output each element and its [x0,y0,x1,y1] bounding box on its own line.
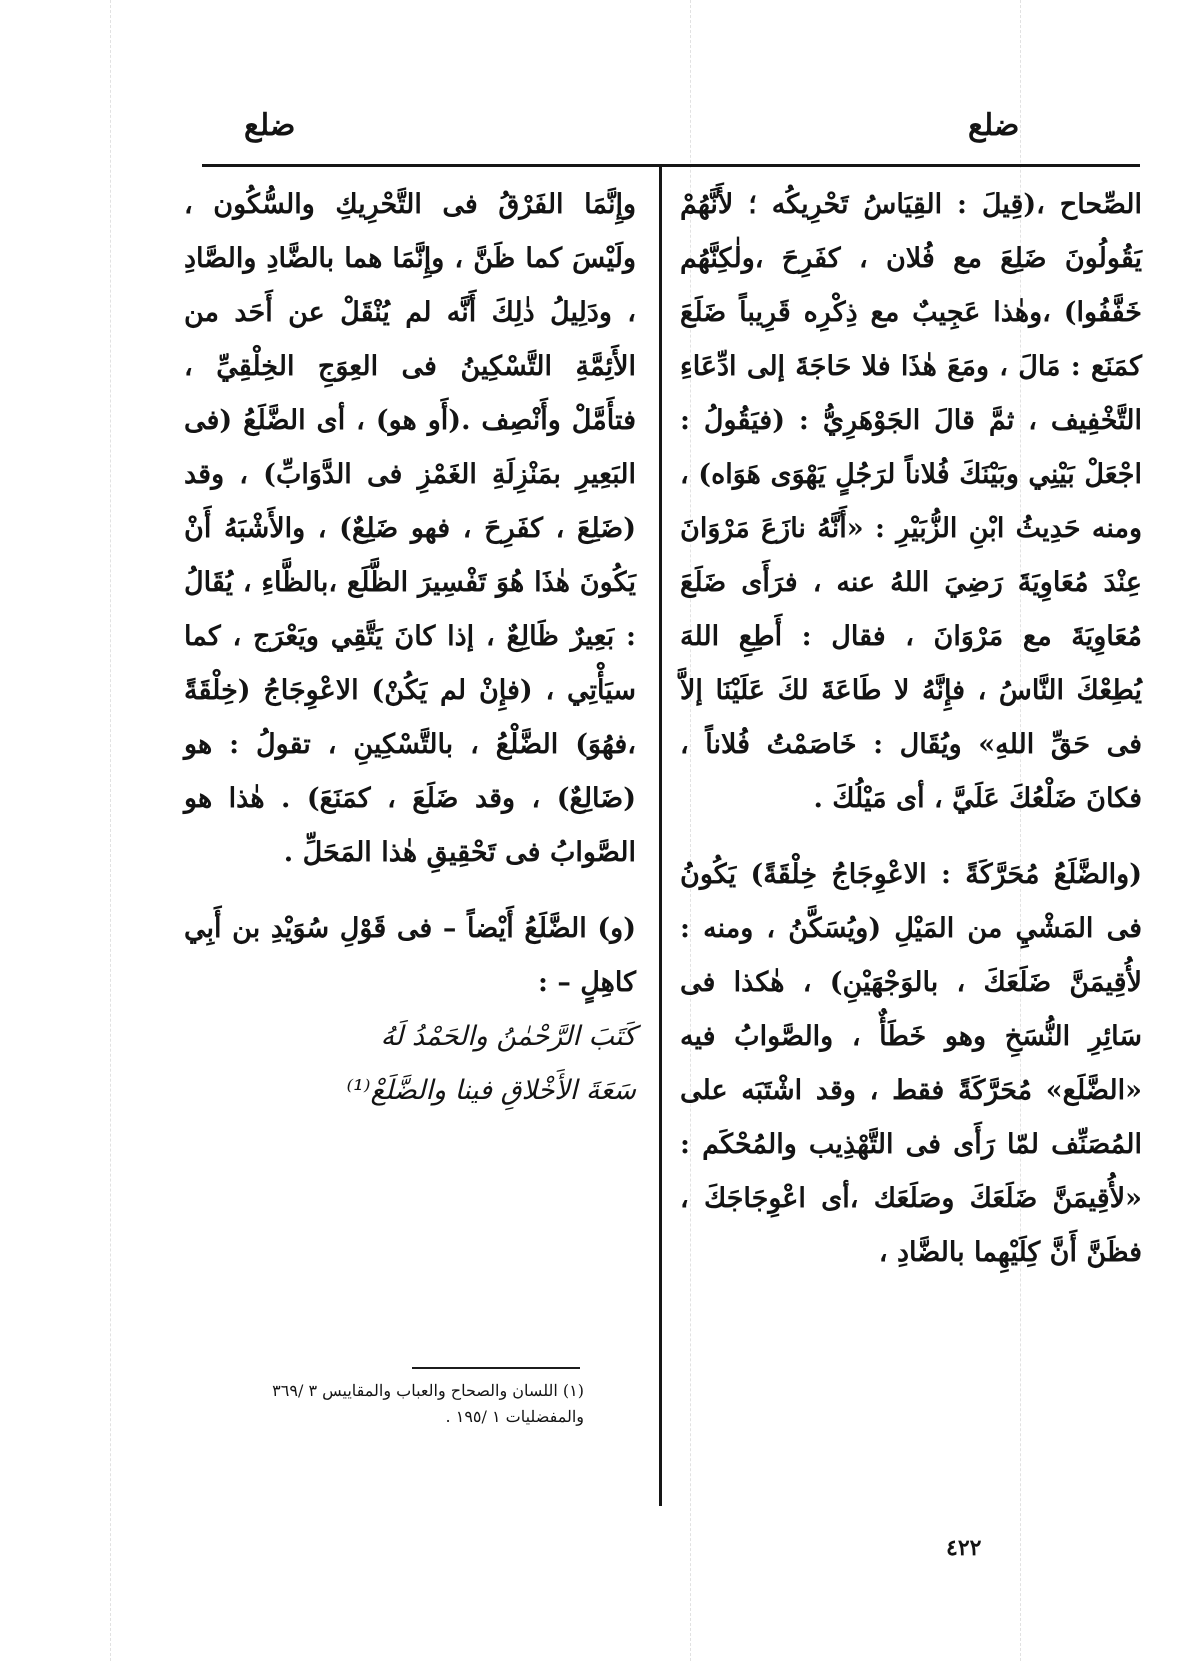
footnote-line-2: والمفضليات ١ /١٩٥ . [445,1407,584,1426]
footnote-rule [412,1367,580,1369]
page-number: ٤٢٢ [946,1535,982,1561]
verse-line-2: سَعَةَ الأَخْلاقِ فينا والضَّلَعْ⁽¹⁾ [346,1075,636,1106]
right-column [680,178,1142,1280]
right-column-paragraph-1: الصِّحاح ،(قِيلَ : القِيَاسُ تَحْرِيكُه ؛ لأَنَّهُمْ يَقُولُونَ ضَلِعَ مع فُلان ، كفَرِحَ ،ولٰكِنَّهُم خَفَّفُوا) ،وهٰذا عَجِيبٌ مع ذِكْرِه قَرِيباً ضَلَعَ كمَنَع : مَالَ ، ومَعَ هٰذَا فلا حَاجَةَ إلى ادِّعَاءِ التَّخْفِيف ، ثمَّ قالَ الجَوْهَرِيُّ : (فيَقُولُ : اجْعَلْ بَيْنِي وبَيْنَكَ فُلاناً لرَجُلٍ يَهْوَى هَوَاه) ، ومنه حَدِيثُ ابْنِ الزُّبَيْرِ : «أَنَّهُ نازَعَ مَرْوَانَ عِنْدَ مُعَاوِيَةَ رَضِيَ اللهُ عنه ، فرَأَى ضَلَعَ مُعَاوِيَةَ مع مَرْوَانَ ، فقال : أَطِعِ اللهَ يُطِعْكَ النَّاسُ ، فإِنَّهُ لا طَاعَةَ لكَ عَلَيْنَا إلاَّ فى حَقِّ اللهِ» ويُقَال : خَاصَمْتُ فُلاناً ، فكانَ ضَلْعُكَ عَلَيَّ ، أى مَيْلُكَ . [680,189,1142,814]
right-column-paragraph-2: (والضَّلَعُ مُحَرَّكَةً : الاعْوِجَاجُ خِلْقَةً) يَكُونُ فى المَشْيِ من المَيْلِ (ويُسَكَّنُ ، ومنه : لأُقِيمَنَّ ضَلَعَكَ ، بالوَجْهَيْنِ) ، هٰكذا فى سَائِرِ النُّسَخِ وهو خَطَأٌ ، والصَّوابُ فيه «الضَّلَع» مُحَرَّكَةً فقط ، وقد اشْتَبَه على المُصَنِّف لمّا رَأَى فى التَّهْذِيب والمُحْكَم : «لأُقِيمَنَّ ضَلَعَكَ وصَلَعَك ،أى اعْوِجَاجَكَ ، فظَنَّ أَنَّ كِلَيْهِما بالضَّادِ ، [680,859,1142,1268]
verse-line-1: كَتَبَ الرَّحْمٰنُ والحَمْدُ لَهُ [380,1021,636,1052]
header-left-word: ضلع [244,108,296,143]
column-divider [659,166,662,1506]
scan-guide-line [110,0,111,1661]
footnote-line-1: (١) اللسان والصحاح والعباب والمقاييس ٣ /٣٦٩ [272,1381,584,1400]
footnote [184,1378,584,1430]
header-right-word: ضلع [968,108,1020,143]
header-rule [202,164,1140,167]
left-column-paragraph-1: وإِنَّمَا الفَرْقُ فى التَّحْرِيكِ والسُّكُون ، ولَيْسَ كما ظَنَّ ، وإِنَّمَا هما بالضَّادِ والصَّادِ ، ودَلِيلُ ذٰلِكَ أَنَّه لم يُنْقَلْ عن أَحَد من الأَئِمَّةِ التَّسْكِينُ فى العِوَجِ الخِلْقِيِّ ، فتأَمَّلْ وأَنْصِف .(أَو هو) ، أى الضَّلَعُ (فى البَعِيرِ بمَنْزِلَةِ الغَمْزِ فى الدَّوَابِّ) ، وقد (ضَلِعَ ، كفَرِحَ ، فهو ضَلِعٌ) ، والأَشْبَهُ أَنْ يَكُونَ هٰذَا هُوَ تَفْسِيرَ الظَّلَع ،بالظَّاءِ ، يُقَالُ : بَعِيرٌ ظَالِعٌ ، إذا كانَ يَتَّقِي ويَعْرَج ، كما سيَأْتِي ، (فإِنْ لم يَكُنْ) الاعْوِجَاجُ (خِلْقَةً ،فهُوَ) الضَّلْعُ ، بالتَّسْكِينِ ، تقولُ : هو (ضَالِعٌ) ، وقد ضَلَعَ ، كمَنَعَ) . هٰذا هو الصَّوابُ فى تَحْقِيقِ هٰذا المَحَلِّ . [184,189,636,868]
left-column [184,178,636,1118]
left-column-paragraph-2: (و) الضَّلَعُ أَيْضاً – فى قَوْلِ سُوَيْدِ بن أَبِي كاهِلٍ – : [184,913,636,998]
